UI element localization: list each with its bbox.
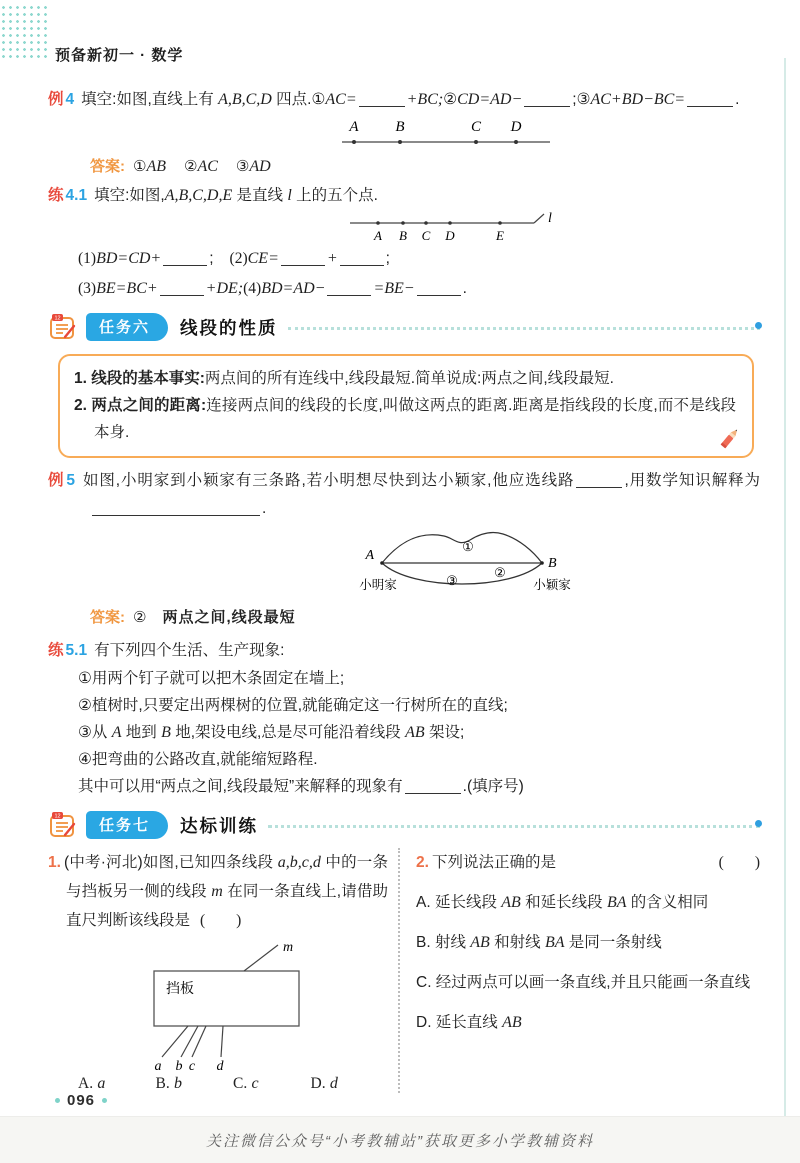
point-label: D: [445, 228, 455, 243]
practice-5-1-label: [48, 642, 87, 659]
text-run: ,用数学知识解释为: [624, 472, 761, 489]
option-letter: D.: [310, 1075, 326, 1092]
path-2-label: ②: [494, 565, 506, 580]
answer-label: 答案:: [90, 158, 125, 175]
fill-blank: [281, 250, 325, 267]
segment-d-label: d: [216, 1059, 224, 1071]
option-d: [311, 1075, 389, 1093]
example-5-answer: [90, 605, 760, 631]
option-value: b: [174, 1075, 183, 1092]
phenomenon-2: [78, 692, 760, 719]
option-letter: B.: [155, 1075, 170, 1092]
answer-bracket: ( ): [200, 912, 242, 929]
knowledge-item-1: [74, 365, 736, 392]
segment-m-label: m: [283, 940, 294, 955]
exercise-1-column: [48, 848, 400, 1093]
text-run: 四点.: [271, 91, 312, 108]
pencil-icon: [716, 424, 744, 452]
label-number: 4.1: [65, 187, 88, 204]
example-4-answer: [90, 154, 760, 180]
segment-a-label: a: [154, 1059, 162, 1071]
point-label: B: [399, 228, 407, 243]
example-5-problem: [48, 467, 760, 523]
point-label: A: [349, 119, 359, 135]
task-6-banner: [48, 310, 760, 344]
footer-watermark: 关注微信公众号“小考教辅站”获取更多小学教辅资料: [206, 1133, 594, 1150]
text-run: 填空:如图,: [94, 187, 165, 204]
option-c: [416, 968, 760, 997]
practice-4-1-sub1: [78, 244, 760, 274]
math-run: A,B,C,D,E: [164, 187, 233, 204]
math-run: BA: [606, 894, 627, 911]
fill-blank: [163, 250, 207, 267]
text-run: 其中可以用“两点之间,线段最短”来解释的现象有: [78, 778, 403, 795]
task-7-title: 达标训练: [180, 815, 259, 836]
answer-number: ②: [184, 158, 198, 175]
option-d: [416, 1008, 760, 1037]
knowledge-term: 2. 两点之间的距离:: [74, 397, 207, 414]
math-run: m: [211, 883, 223, 900]
math-run: AB: [502, 1014, 522, 1031]
circled-number: ②: [443, 91, 458, 108]
practice-4-1-sub2: [78, 274, 760, 304]
math-run: A: [111, 724, 122, 741]
task-6-title: 线段的性质: [180, 317, 278, 338]
text-run: D. 延长直线: [416, 1014, 503, 1031]
knowledge-box: [58, 354, 754, 458]
task-6-badge: 任务六: [86, 313, 168, 341]
fill-blank: [160, 280, 204, 297]
circled-number: ①: [311, 91, 326, 108]
math-run: l: [287, 187, 292, 204]
item-number: (4): [243, 280, 262, 297]
text-run: ;: [572, 91, 577, 108]
math-run: AB: [470, 934, 490, 951]
rule-end-dot: [755, 820, 762, 827]
label-hanzi: 例: [48, 91, 64, 108]
fill-blank: [417, 280, 461, 297]
text-run: .(填序号): [462, 778, 524, 795]
task-7-banner: [48, 808, 760, 842]
point-label: B: [395, 119, 405, 135]
board-label: 挡板: [166, 980, 194, 996]
dotted-rule: [288, 325, 760, 330]
task-7-badge: 任务七: [86, 811, 168, 839]
point-label: D: [510, 119, 522, 135]
text-run: (中考·河北)如图,已知四条线段: [63, 854, 278, 871]
math-run: A,B,C,D: [218, 91, 272, 108]
answer-number: ①: [133, 158, 147, 175]
segment-c-label: c: [188, 1059, 196, 1071]
answer-value: AD: [249, 158, 271, 175]
text-run: 下列说法正确的是: [431, 854, 556, 871]
text-run: 填空:如图,直线上有: [81, 91, 219, 108]
knowledge-term: 1. 线段的基本事实:: [74, 370, 205, 387]
label-hanzi: 练: [48, 187, 64, 204]
text-run: 地到: [121, 724, 162, 741]
fill-blank: [340, 250, 384, 267]
label-number: 5.1: [65, 642, 88, 659]
text-run: B. 射线: [416, 934, 471, 951]
math-run: BD=AD−: [261, 280, 326, 297]
point-label: A: [374, 228, 382, 243]
icon-date-tab: 12: [54, 813, 61, 820]
option-value: c: [251, 1075, 259, 1092]
math-run: +DE;: [205, 280, 244, 297]
exercise-1-stem: [48, 848, 388, 935]
text-run: 如图,小明家到小颖家有三条路,若小明想尽快到达小颖家,他应选线路: [82, 472, 575, 489]
text-run: ;: [209, 250, 214, 267]
point-label: C: [470, 119, 482, 135]
math-run: a,b,c,d: [277, 854, 321, 871]
example-4-label: [48, 91, 74, 108]
knowledge-text: 两点间的所有连线中,线段最短.简单说成:两点之间,线段最短.: [204, 370, 614, 387]
text-run: C. 经过两点可以画一条直线,并且只能画一条直线: [416, 974, 751, 991]
answer-text: 两点之间,线段最短: [162, 609, 296, 626]
text-run: A. 延长线段: [416, 894, 502, 911]
practice-4-1-problem: [48, 182, 760, 210]
notebook-icon: [48, 312, 78, 342]
page-number: [48, 1092, 114, 1109]
label-number: 5: [66, 472, 76, 489]
text-run: 的含义相同: [626, 894, 709, 911]
fill-blank: [92, 500, 260, 517]
label-hanzi: 例: [48, 472, 65, 489]
item-number: (2): [229, 250, 248, 267]
text-run: .: [735, 91, 740, 108]
home-b-label: 小颖家: [533, 578, 571, 592]
point-label: E: [496, 228, 504, 243]
answer-number: ②: [133, 609, 147, 626]
math-run: AC+: [590, 91, 622, 108]
text-run: 有下列四个生活、生产现象:: [94, 642, 285, 659]
exercise-2-stem: [416, 848, 760, 877]
answer-value: AC: [197, 158, 218, 175]
notebook-icon: [48, 810, 78, 840]
answer-number: ③: [235, 158, 250, 175]
fill-blank: [576, 472, 622, 489]
option-value: a: [97, 1075, 106, 1092]
label-number: 4: [65, 91, 75, 108]
math-run: +BC;: [406, 91, 444, 108]
fill-blank: [359, 91, 405, 108]
fill-blank: [687, 91, 733, 108]
knowledge-text: 连接两点间的线段的长度,叫做这两点的距离.距离是指线段的长度,而不是线段本身.: [94, 397, 736, 441]
option-b: [416, 928, 760, 957]
option-b: [156, 1075, 234, 1093]
math-run: CE=: [247, 250, 279, 267]
option-a: [416, 888, 760, 917]
text-run: 和射线: [489, 934, 545, 951]
exercise-2-column: [400, 848, 760, 1093]
text-run: ③从: [78, 724, 112, 741]
phenomenon-4: [78, 746, 760, 773]
text-run: 和延长线段: [520, 894, 607, 911]
option-a: [78, 1075, 156, 1093]
point-label: C: [421, 228, 431, 243]
item-number: (1): [78, 250, 97, 267]
text-run: ④把弯曲的公路改直,就能缩短路程.: [78, 751, 318, 768]
text-run: 上的五个点.: [291, 187, 378, 204]
line-label: l: [548, 211, 552, 226]
example-4-problem: [48, 86, 760, 114]
math-run: AB: [405, 724, 425, 741]
fill-blank: [327, 280, 371, 297]
question-number: 1.: [48, 854, 61, 871]
practice-4-1-label: [48, 187, 87, 204]
math-run: =BE−: [373, 280, 415, 297]
home-a-label: 小明家: [359, 578, 397, 592]
text-run: ①用两个钉子就可以把木条固定在墙上;: [78, 670, 345, 687]
answer-label: 答案:: [90, 609, 125, 626]
option-letter: A.: [78, 1075, 94, 1092]
math-run: AB: [501, 894, 521, 911]
dotted-rule: [268, 823, 760, 828]
fill-blank: [405, 778, 461, 795]
rule-end-dot: [755, 322, 762, 329]
option-c: [233, 1075, 311, 1093]
math-run: B: [161, 724, 171, 741]
text-run: 在同一条直线上,请借助直尺判断该线段是: [66, 883, 388, 929]
math-run: BE=BC+: [96, 280, 158, 297]
baffle-diagram: [96, 939, 376, 1071]
text-run: .: [262, 500, 267, 517]
practice-5-1-question: [78, 773, 760, 800]
page-number-dot: [55, 1098, 60, 1103]
text-run: ②植树时,只要定出两棵树的位置,就能确定这一行树所在的直线;: [78, 697, 508, 714]
item-number: (3): [78, 280, 97, 297]
fill-blank: [524, 91, 570, 108]
math-run: CD=AD−: [457, 91, 523, 108]
text-run: .: [462, 280, 467, 297]
text-run: ;: [385, 250, 390, 267]
math-run: +: [326, 250, 338, 267]
example-5-label: [48, 472, 75, 489]
text-run: 是同一条射线: [564, 934, 662, 951]
answer-bracket: ( ): [718, 854, 760, 871]
math-run: BA: [544, 934, 565, 951]
practice-5-1-problem: [48, 637, 760, 665]
page-header: 预备新初一 · 数学: [55, 47, 184, 64]
phenomenon-1: [78, 665, 760, 692]
math-run: BD−BC=: [621, 91, 686, 108]
circled-number: ③: [576, 91, 591, 108]
point-label: B: [548, 556, 557, 571]
path-1-label: ①: [462, 539, 474, 554]
exercise-1-options: [78, 1075, 388, 1093]
text-run: 架设;: [424, 724, 465, 741]
text-run: 地,架设电线,总是尽可能沿着线段: [170, 724, 406, 741]
page-number-dot: [102, 1098, 107, 1103]
option-value: d: [329, 1075, 338, 1092]
text-run: 是直线: [232, 187, 288, 204]
answer-value: AB: [146, 158, 166, 175]
math-run: BD=CD+: [96, 250, 162, 267]
path-3-label: ③: [446, 573, 458, 588]
knowledge-item-2: [74, 392, 736, 446]
math-run: AC=: [325, 91, 357, 108]
three-paths-diagram: [340, 523, 590, 601]
label-hanzi: 练: [48, 642, 64, 659]
segment-b-label: b: [175, 1059, 183, 1071]
text-run: 中的一条与挡板另一侧的线段: [66, 854, 388, 900]
line-diagram-abcd: [338, 114, 558, 154]
page-number-value: 096: [67, 1092, 96, 1109]
icon-date-tab: 12: [54, 315, 61, 322]
line-diagram-abcde: [348, 210, 563, 244]
phenomenon-3: [78, 719, 760, 746]
question-number: 2.: [416, 854, 429, 871]
option-letter: C.: [233, 1075, 248, 1092]
point-label: A: [365, 548, 374, 563]
exercise-columns: [48, 848, 760, 1093]
